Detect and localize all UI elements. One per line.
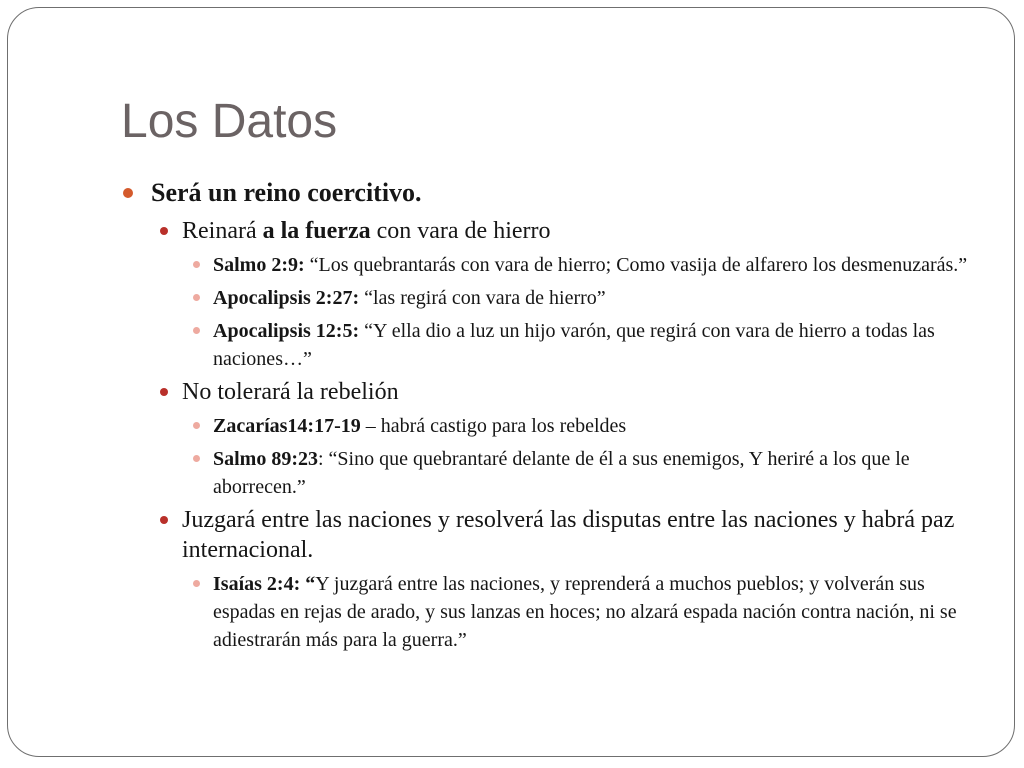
reference-item	[120, 284, 980, 312]
bullet-dot-icon	[193, 422, 200, 429]
sub-point-text: Juzgará entre las naciones y resolverá las disputas entre las naciones y habrá paz internacional.	[182, 507, 955, 563]
reference-quote: “las regirá con vara de hierro”	[359, 287, 606, 309]
sub-point-text-c: con vara de hierro	[370, 218, 551, 244]
reference-item	[120, 570, 980, 654]
reference-citation: Salmo 2:9:	[213, 254, 305, 276]
reference-item	[120, 412, 980, 440]
bullet-dot-icon	[193, 580, 200, 587]
reference-item	[120, 251, 980, 279]
bullet-dot-icon	[160, 516, 168, 524]
bullet-dot-icon	[193, 327, 200, 334]
reference-citation: Isaías 2:4: “	[213, 573, 316, 595]
reference-citation: Salmo 89:23	[213, 448, 318, 470]
sub-point-no-tolerara	[120, 377, 980, 407]
slide-title: Los Datos	[121, 95, 338, 148]
bullet-dot-icon	[160, 227, 168, 235]
reference-quote: Y juzgará entre las naciones, y reprenderá a muchos pueblos; y volverán sus espadas en rejas de arado, y sus lanzas en hoces; no alzará espada nación contra nación, ni se adiestrarán más para la guerra.”	[213, 573, 957, 651]
sub-point-text: No tolerará la rebelión	[182, 379, 399, 405]
reference-quote: – habrá castigo para los rebeldes	[360, 415, 627, 437]
sub-point-text-a: Reinará	[182, 218, 263, 244]
bullet-text: Será un reino coercitivo.	[151, 178, 422, 207]
bullet-dot-icon	[193, 261, 200, 268]
reference-item	[120, 317, 980, 373]
reference-quote: “Y ella dio a luz un hijo varón, que regirá con vara de hierro a todas las naciones…”	[213, 320, 935, 370]
reference-quote: : “Sino que quebrantaré delante de él a sus enemigos, Y heriré a los que le aborrecen.”	[213, 448, 910, 498]
slide-frame	[7, 7, 1015, 757]
bullet-dot-icon	[193, 294, 200, 301]
reference-citation: Apocalipsis 12:5:	[213, 320, 360, 342]
bullet-point-reino-coercitivo	[120, 174, 980, 212]
sub-point-juzgara	[120, 505, 980, 565]
reference-item	[120, 445, 980, 501]
reference-citation: Zacarías14:17-19	[213, 415, 361, 437]
sub-point-emphasis: a la fuerza	[262, 218, 371, 244]
reference-citation: Apocalipsis 2:27:	[213, 287, 360, 309]
bullet-dot-icon	[123, 188, 133, 198]
bullet-dot-icon	[160, 388, 168, 396]
bullet-dot-icon	[193, 455, 200, 462]
slide-content	[120, 174, 980, 654]
reference-quote: “Los quebrantarás con vara de hierro; Como vasija de alfarero los desmenuzarás.”	[304, 254, 968, 276]
sub-point-reinara-fuerza	[120, 216, 980, 246]
